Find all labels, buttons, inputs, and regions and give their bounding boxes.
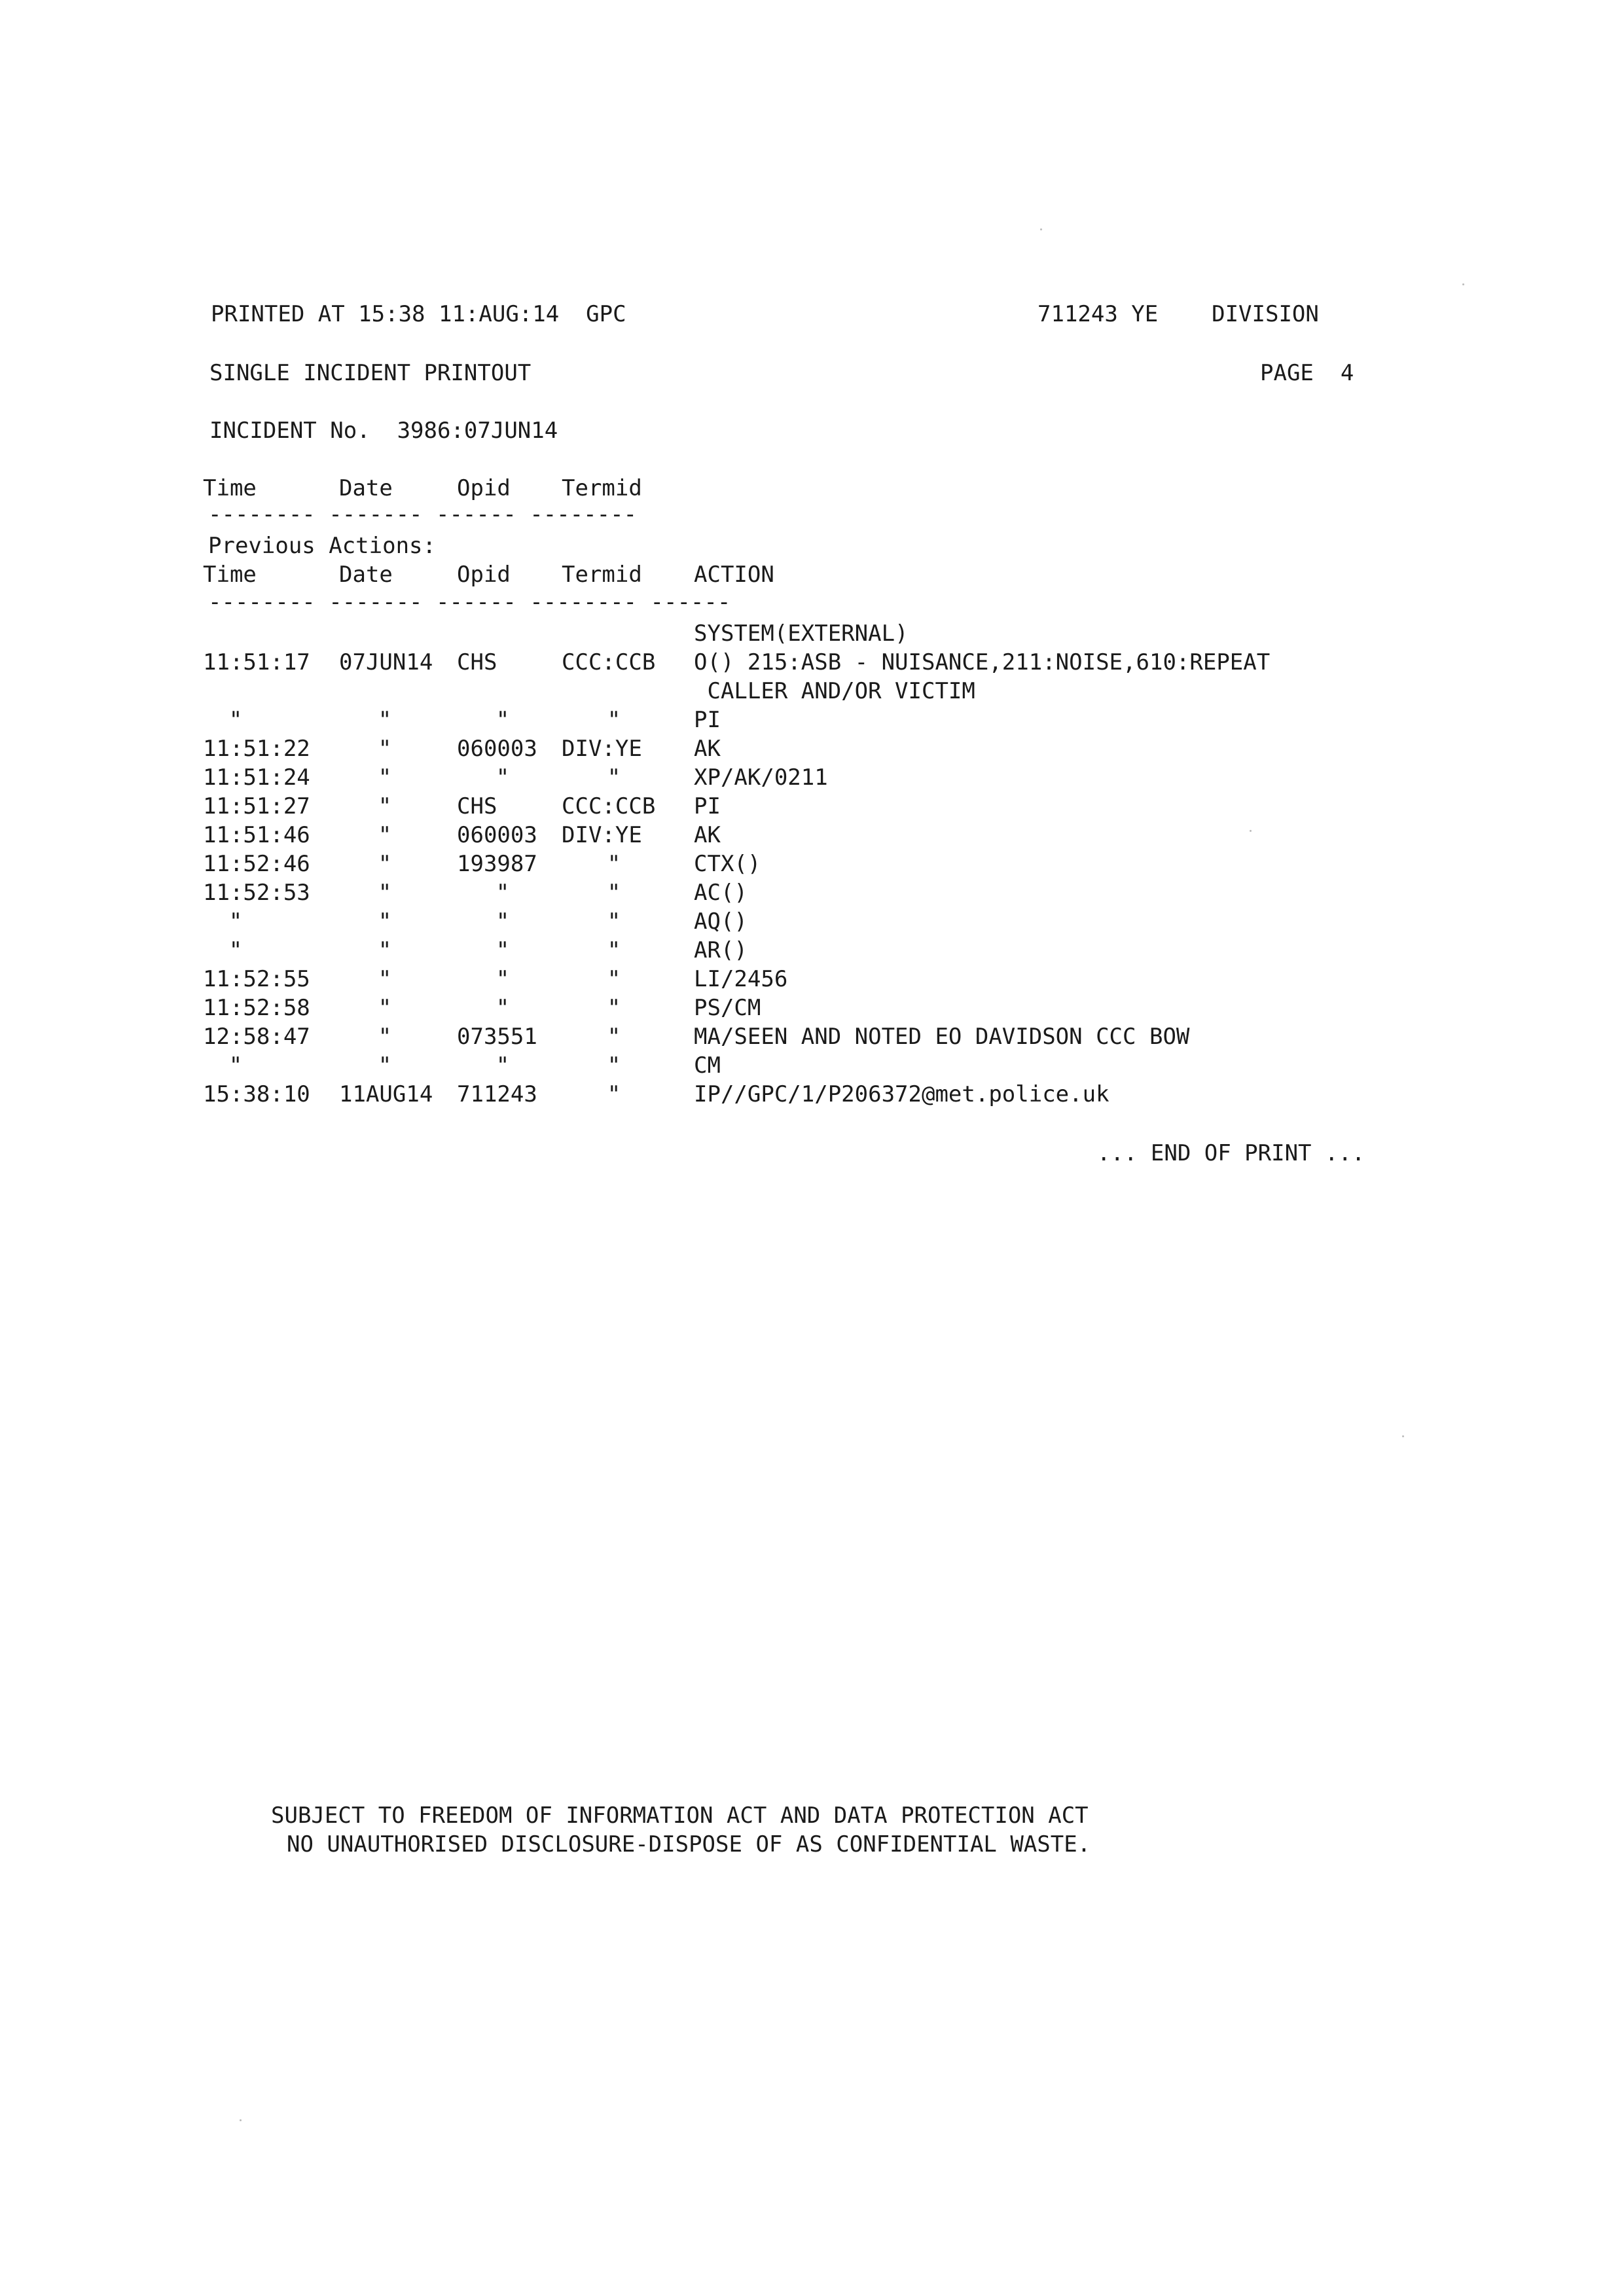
cell-time: 11:52:46 — [203, 851, 310, 877]
col-opid: Opid — [457, 562, 511, 588]
cell-time: 12:58:47 — [203, 1024, 310, 1050]
end-of-print: ... END OF PRINT ... — [1097, 1140, 1365, 1166]
cell-termid — [562, 994, 627, 1022]
cell-date — [339, 763, 398, 792]
table-row — [0, 1080, 1624, 1109]
cell-termid — [562, 936, 627, 965]
ditto-mark: " — [607, 851, 621, 877]
col-time: Time — [203, 562, 257, 588]
cell-termid — [562, 878, 627, 907]
cell-termid: CCC:CCB — [562, 793, 656, 819]
cell-time: 11:51:27 — [203, 793, 310, 819]
table-row — [0, 677, 1624, 706]
table-row — [0, 763, 1624, 792]
cell-opid — [457, 878, 516, 907]
cell-termid — [562, 706, 627, 734]
ditto-mark: " — [607, 908, 621, 935]
cell-date — [339, 994, 398, 1022]
ditto-mark: " — [607, 966, 621, 992]
table-row — [0, 792, 1624, 821]
cell-action: PI — [694, 793, 721, 819]
previous-actions-label: Previous Actions: — [208, 533, 436, 559]
cell-termid: CCC:CCB — [562, 649, 656, 675]
ditto-mark: " — [496, 764, 510, 791]
ditto-mark: " — [496, 908, 510, 935]
ditto-mark: " — [378, 937, 392, 963]
footer-line-2: NO UNAUTHORISED DISCLOSURE-DISPOSE OF AS CONFIDENTIAL WASTE. — [287, 1831, 1091, 1857]
ditto-mark: " — [607, 1081, 621, 1107]
page-label: PAGE 4 — [1260, 360, 1354, 386]
ditto-mark: " — [496, 1052, 510, 1079]
col-termid: Termid — [562, 562, 642, 588]
cell-opid — [457, 965, 516, 994]
ditto-mark: " — [607, 707, 621, 733]
table-row — [0, 734, 1624, 763]
table-row — [0, 1022, 1624, 1051]
col-time: Time — [203, 475, 257, 501]
cell-date — [339, 734, 398, 763]
division-ref: 711243 YE DIVISION — [1038, 301, 1319, 327]
ditto-mark: " — [378, 764, 392, 791]
ditto-mark: " — [607, 1024, 621, 1050]
cell-termid — [562, 965, 627, 994]
cell-time — [203, 706, 249, 734]
cell-action: O() 215:ASB - NUISANCE,211:NOISE,610:REPEAT — [694, 649, 1271, 675]
cell-action: SYSTEM(EXTERNAL) — [694, 620, 909, 647]
cell-action: AK — [694, 822, 721, 848]
column-header-top — [0, 474, 1624, 503]
incident-number: INCIDENT No. 3986:07JUN14 — [209, 418, 558, 444]
column-rule-top: -------- ------- ------ -------- — [208, 501, 638, 528]
cell-termid — [562, 850, 627, 878]
ditto-mark: " — [228, 707, 243, 733]
cell-date — [339, 706, 398, 734]
cell-opid: CHS — [457, 649, 497, 675]
cell-action: MA/SEEN AND NOTED EO DAVIDSON CCC BOW — [694, 1024, 1190, 1050]
cell-termid: DIV:YE — [562, 736, 642, 762]
cell-time: 11:51:22 — [203, 736, 310, 762]
ditto-mark: " — [607, 880, 621, 906]
ditto-mark: " — [378, 707, 392, 733]
cell-date — [339, 850, 398, 878]
cell-opid — [457, 706, 516, 734]
ditto-mark: " — [228, 908, 243, 935]
cell-time — [203, 907, 249, 936]
ditto-mark: " — [378, 851, 392, 877]
ditto-mark: " — [496, 707, 510, 733]
table-row — [0, 648, 1624, 677]
cell-termid — [562, 763, 627, 792]
cell-time: 15:38:10 — [203, 1081, 310, 1107]
cell-opid — [457, 763, 516, 792]
cell-date — [339, 1051, 398, 1080]
ditto-mark: " — [496, 995, 510, 1021]
cell-action: LI/2456 — [694, 966, 788, 992]
col-date: Date — [339, 475, 393, 501]
cell-date — [339, 936, 398, 965]
cell-termid: DIV:YE — [562, 822, 642, 848]
cell-date: 07JUN14 — [339, 649, 433, 675]
cell-date — [339, 965, 398, 994]
cell-opid: CHS — [457, 793, 497, 819]
ditto-mark: " — [607, 995, 621, 1021]
cell-termid — [562, 1022, 627, 1051]
cell-action: AQ() — [694, 908, 748, 935]
col-opid: Opid — [457, 475, 511, 501]
table-row — [0, 706, 1624, 734]
cell-time: 11:52:55 — [203, 966, 310, 992]
cell-opid: 060003 — [457, 736, 537, 762]
ditto-mark: " — [496, 937, 510, 963]
ditto-mark: " — [378, 822, 392, 848]
column-rule-actions: -------- ------- ------ -------- ------ — [208, 589, 731, 615]
ditto-mark: " — [378, 880, 392, 906]
ditto-mark: " — [496, 966, 510, 992]
table-row — [0, 1051, 1624, 1080]
ditto-mark: " — [378, 736, 392, 762]
scan-speck — [1250, 830, 1252, 832]
cell-action: XP/AK/0211 — [694, 764, 828, 791]
col-date: Date — [339, 562, 393, 588]
scan-speck — [240, 2119, 242, 2121]
ditto-mark: " — [496, 880, 510, 906]
cell-time — [203, 1051, 249, 1080]
cell-time: 11:52:58 — [203, 995, 310, 1021]
ditto-mark: " — [607, 937, 621, 963]
column-header-actions — [0, 560, 1624, 589]
cell-date: 11AUG14 — [339, 1081, 433, 1107]
cell-action: AR() — [694, 937, 748, 963]
table-row — [0, 850, 1624, 878]
cell-action: AK — [694, 736, 721, 762]
footer-line-1: SUBJECT TO FREEDOM OF INFORMATION ACT AND DATA PROTECTION ACT — [271, 1803, 1089, 1829]
scan-speck — [1040, 228, 1042, 230]
cell-time: 11:52:53 — [203, 880, 310, 906]
col-termid: Termid — [562, 475, 642, 501]
cell-action: AC() — [694, 880, 748, 906]
cell-action: CALLER AND/OR VICTIM — [694, 678, 975, 704]
cell-opid: 193987 — [457, 851, 537, 877]
cell-time — [203, 936, 249, 965]
cell-termid — [562, 1051, 627, 1080]
ditto-mark: " — [607, 1052, 621, 1079]
cell-termid — [562, 1080, 627, 1109]
ditto-mark: " — [378, 966, 392, 992]
ditto-mark: " — [378, 908, 392, 935]
printout-title: SINGLE INCIDENT PRINTOUT — [209, 360, 532, 386]
table-row — [0, 619, 1624, 648]
ditto-mark: " — [378, 995, 392, 1021]
cell-opid — [457, 1051, 516, 1080]
table-row — [0, 878, 1624, 907]
ditto-mark: " — [228, 937, 243, 963]
cell-action: CM — [694, 1052, 721, 1079]
cell-date — [339, 821, 398, 850]
cell-time: 11:51:17 — [203, 649, 310, 675]
table-row — [0, 936, 1624, 965]
col-action: ACTION — [694, 562, 774, 588]
cell-time: 11:51:46 — [203, 822, 310, 848]
cell-date — [339, 792, 398, 821]
cell-action: CTX() — [694, 851, 761, 877]
cell-opid: 711243 — [457, 1081, 537, 1107]
cell-time: 11:51:24 — [203, 764, 310, 791]
cell-action: IP//GPC/1/P206372@met.police.uk — [694, 1081, 1110, 1107]
cell-opid — [457, 936, 516, 965]
cell-opid: 073551 — [457, 1024, 537, 1050]
cell-opid: 060003 — [457, 822, 537, 848]
table-row — [0, 821, 1624, 850]
ditto-mark: " — [378, 793, 392, 819]
ditto-mark: " — [607, 764, 621, 791]
ditto-mark: " — [228, 1052, 243, 1079]
printed-at: PRINTED AT 15:38 11:AUG:14 GPC — [211, 301, 626, 327]
scan-speck — [1402, 1435, 1404, 1437]
cell-action: PI — [694, 707, 721, 733]
cell-opid — [457, 907, 516, 936]
scan-speck — [1462, 283, 1464, 285]
ditto-mark: " — [378, 1052, 392, 1079]
cell-action: PS/CM — [694, 995, 761, 1021]
cell-date — [339, 1022, 398, 1051]
cell-date — [339, 878, 398, 907]
table-row — [0, 965, 1624, 994]
table-row — [0, 994, 1624, 1022]
cell-termid — [562, 907, 627, 936]
cell-date — [339, 907, 398, 936]
cell-opid — [457, 994, 516, 1022]
table-row — [0, 907, 1624, 936]
ditto-mark: " — [378, 1024, 392, 1050]
